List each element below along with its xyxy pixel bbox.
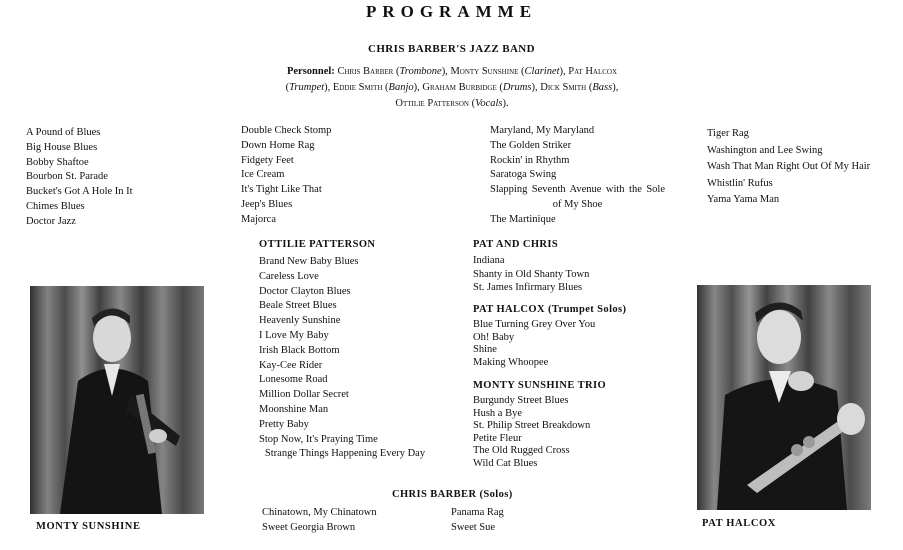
member-role: Trumpet (289, 82, 325, 93)
list-item: Chimes Blues (26, 200, 85, 212)
list-item: Bourbon St. Parade (26, 171, 108, 183)
section-heading-pat-halcox: PAT HALCOX (Trumpet Solos) (473, 304, 627, 315)
list-item: Fidgety Feet (241, 154, 294, 166)
list-item: Bucket's Got A Hole In It (26, 186, 133, 198)
song-list-col4 (707, 126, 887, 209)
song-list-ottilie (259, 255, 431, 462)
band-heading: CHRIS BARBER'S JAZZ BAND (368, 43, 535, 55)
list-item: Doctor Jazz (26, 215, 76, 227)
list-item: Beale Street Blues (259, 300, 337, 312)
member-role: Trombone (399, 66, 442, 77)
list-item: Majorca (241, 213, 276, 225)
list-item: Hush a Bye (473, 407, 522, 419)
list-item: Million Dollar Secret (259, 389, 349, 401)
member-role: Vocals (475, 98, 503, 109)
member-role: Banjo (388, 82, 414, 93)
song-list-col3 (490, 124, 665, 228)
list-item: Whistlin' Rufus (707, 177, 773, 189)
list-item: The Martinique (490, 213, 556, 225)
personnel-block: Personnel: Chris Barber (Trombone), Monty Sunshine (Clarinet), Pat Halcox (Trumpet), Eddie Smith (Banjo), Graham Burbidge (Drums), Dick Smith (Bass), Ottilie Patterson (Vocals). (285, 66, 619, 109)
list-item: Wash That Man Right Out Of My Hair (707, 161, 871, 172)
section-heading-ottilie: OTTILIE PATTERSON (259, 239, 376, 250)
list-item: Lonesome Road (259, 374, 328, 386)
list-item: Pretty Baby (259, 418, 309, 430)
section-heading-pat-chris: PAT AND CHRIS (473, 239, 559, 250)
caption-pat-halcox: PAT HALCOX (702, 518, 776, 529)
member-name: Pat Halcox (568, 66, 618, 77)
list-item: Chinatown, My Chinatown (262, 507, 377, 518)
list-item: Strange Things Happening Every Day (264, 448, 426, 460)
list-item: Burgundy Street Blues (473, 395, 569, 406)
list-item: I Love My Baby (259, 329, 329, 341)
list-item: Jeep's Blues (241, 198, 293, 210)
list-item: Heavenly Sunshine (259, 315, 341, 327)
list-item: St. Philip Street Breakdown (473, 420, 591, 432)
list-item: Irish Black Bottom (259, 344, 340, 356)
list-item: Indiana (473, 255, 505, 266)
member-name: Eddie Smith (332, 82, 383, 93)
list-item: Brand New Baby Blues (259, 256, 359, 267)
photo-monty-sunshine (30, 286, 204, 514)
song-list-pat-halcox (473, 319, 653, 369)
list-item: Sweet Sue (451, 521, 496, 533)
member-role: Clarinet (524, 66, 560, 77)
list-item: Bobby Shaftoe (26, 156, 89, 168)
song-list-pat-chris (473, 254, 653, 295)
list-item: Yama Yama Man (707, 194, 780, 205)
song-list-monty-trio (473, 395, 653, 471)
song-list-chris-solos-left (262, 506, 442, 535)
list-item: Sweet Georgia Brown (262, 521, 356, 533)
list-item: It's Tight Like That (241, 184, 322, 196)
member-name: Monty Sunshine (450, 66, 519, 77)
personnel-label: Personnel: (286, 66, 335, 77)
member-role: Drums (502, 82, 532, 93)
list-item: Slapping Seventh Avenue with the Sole of My Shoe (490, 184, 665, 210)
list-item: St. James Infirmary Blues (473, 282, 583, 293)
song-list-chris-solos-right (451, 506, 571, 535)
member-name: Ottilie Patterson (395, 98, 469, 109)
list-item: Kay-Cee Rider (259, 359, 323, 371)
list-item: Shine (473, 344, 497, 355)
list-item: Blue Turning Grey Over You (473, 319, 596, 330)
list-item: The Golden Striker (490, 139, 572, 151)
list-item: Down Home Rag (241, 139, 315, 151)
caption-monty-sunshine: MONTY SUNSHINE (36, 521, 141, 532)
photo-figure (697, 285, 871, 510)
list-item: Tiger Rag (707, 128, 749, 139)
song-list-col2 (241, 124, 441, 228)
list-item: Doctor Clayton Blues (259, 285, 351, 297)
list-item: Rockin' in Rhythm (490, 154, 570, 166)
list-item: Stop Now, It's Praying Time (259, 433, 378, 445)
section-heading-chris-solos: CHRIS BARBER (Solos) (392, 489, 513, 500)
list-item: Saratoga Swing (490, 169, 557, 181)
list-item: Moonshine Man (259, 403, 329, 415)
photo-pat-halcox (697, 285, 871, 510)
list-item: Wild Cat Blues (473, 457, 538, 469)
photo-figure (30, 286, 204, 514)
list-item: Big House Blues (26, 141, 98, 153)
programme-title: PROGRAMME (365, 2, 538, 21)
member-name: Dick Smith (540, 82, 587, 93)
list-item: The Old Rugged Cross (473, 445, 570, 457)
list-item: Double Check Stomp (241, 125, 332, 136)
list-item: Shanty in Old Shanty Town (473, 268, 590, 280)
list-item: Washington and Lee Swing (707, 144, 823, 156)
song-list-col1 (26, 126, 216, 230)
list-item: A Pound of Blues (26, 127, 101, 138)
member-name: Graham Burbidge (422, 82, 497, 93)
member-name: Chris Barber (337, 66, 394, 77)
member-role: Bass (592, 82, 613, 93)
list-item: Ice Cream (241, 169, 285, 181)
list-item: Careless Love (259, 270, 319, 282)
list-item: Panama Rag (451, 507, 504, 518)
list-item: Making Whoopee (473, 356, 549, 368)
list-item: Oh! Baby (473, 331, 515, 343)
list-item: Petite Fleur (473, 432, 522, 444)
section-heading-monty-trio: MONTY SUNSHINE TRIO (473, 380, 607, 391)
list-item: Maryland, My Maryland (490, 125, 595, 136)
